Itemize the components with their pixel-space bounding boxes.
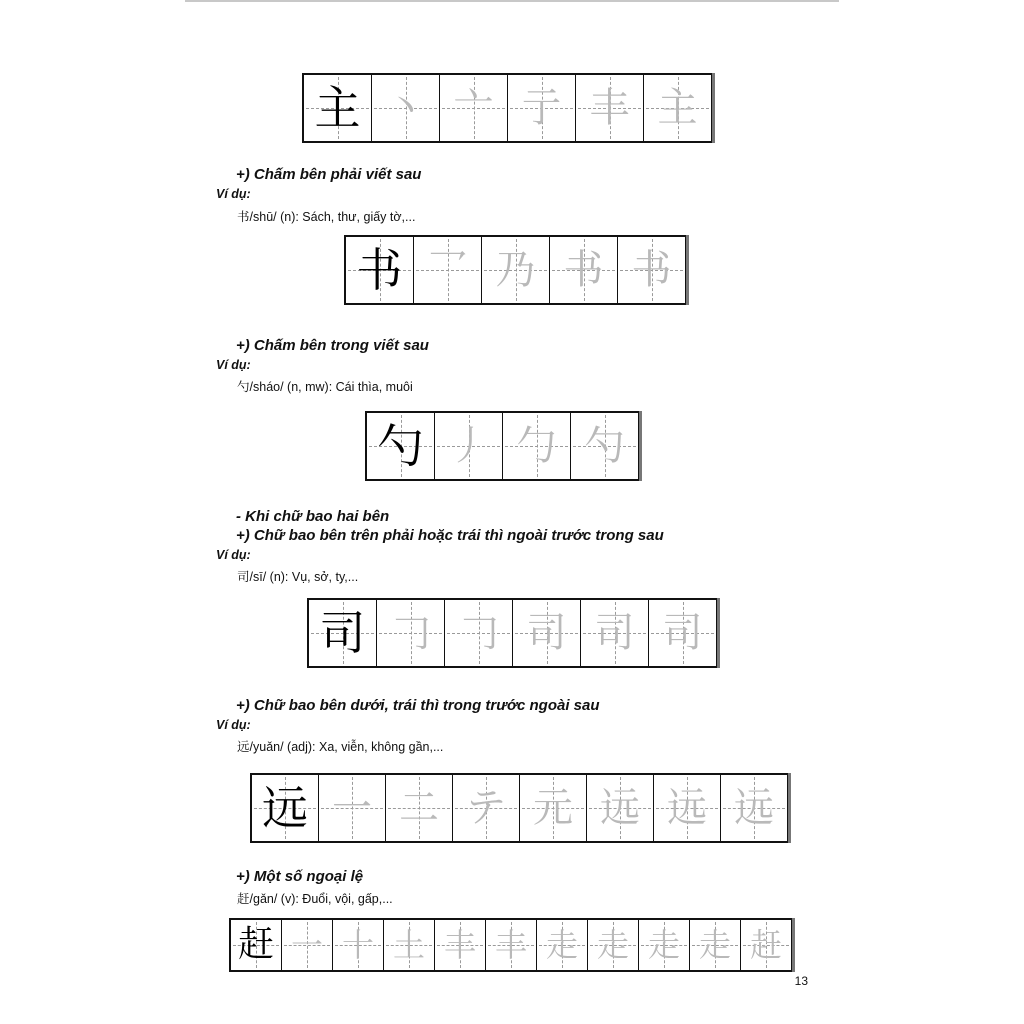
stroke-step-cell bbox=[587, 775, 654, 841]
stroke-step: 土 bbox=[392, 926, 425, 964]
section-heading: +) Chấm bên phải viết sau bbox=[236, 166, 422, 183]
stroke-step: 亍 bbox=[521, 85, 562, 131]
stroke-step-cell bbox=[571, 413, 639, 479]
stroke-order-grid-shao bbox=[365, 411, 639, 481]
page-number: 13 bbox=[794, 974, 808, 988]
stroke-step-cell bbox=[453, 775, 520, 841]
main-char-cell bbox=[309, 600, 377, 666]
stroke-step: 乛 bbox=[427, 247, 468, 293]
stroke-step: 乃 bbox=[495, 247, 536, 293]
stroke-step-cell bbox=[503, 413, 571, 479]
stroke-step: 主 bbox=[657, 85, 698, 131]
stroke-step-cell bbox=[576, 75, 644, 141]
main-char: 书 bbox=[356, 243, 403, 297]
stroke-step: 𠃌 bbox=[390, 610, 431, 656]
stroke-step-cell bbox=[513, 600, 581, 666]
main-char-cell bbox=[346, 237, 414, 303]
stroke-step-cell bbox=[639, 920, 690, 970]
stroke-step: 司 bbox=[594, 610, 635, 656]
gloss-text: /sháo/ (n, mw): Cái thìa, muôi bbox=[249, 380, 413, 394]
stroke-step: 司 bbox=[526, 610, 567, 656]
section-heading: +) Chấm bên trong viết sau bbox=[236, 337, 429, 354]
stroke-step: 二 bbox=[399, 785, 439, 831]
stroke-step-cell bbox=[520, 775, 587, 841]
stroke-step: 书 bbox=[631, 247, 672, 293]
example-label: Ví dụ: bbox=[216, 187, 251, 201]
stroke-step-cell bbox=[377, 600, 445, 666]
stroke-step-cell bbox=[435, 413, 503, 479]
stroke-step-cell bbox=[435, 920, 486, 970]
stroke-step: 丰 bbox=[443, 926, 476, 964]
main-char-cell bbox=[367, 413, 435, 479]
stroke-step: 𠃌 bbox=[458, 610, 499, 656]
stroke-step: 一 bbox=[332, 785, 372, 831]
gloss-text: /sī/ (n): Vụ, sở, ty,... bbox=[249, 570, 359, 584]
section-heading: +) Chữ bao bên dưới, trái thì trong trước ngoài sau bbox=[236, 697, 600, 714]
stroke-step: テ bbox=[466, 785, 506, 831]
stroke-step-cell bbox=[741, 920, 792, 970]
section-heading: +) Một số ngoại lệ bbox=[236, 868, 364, 885]
stroke-step-cell bbox=[588, 920, 639, 970]
stroke-step: 赶 bbox=[749, 926, 782, 964]
stroke-step-cell bbox=[721, 775, 788, 841]
main-char: 远 bbox=[262, 781, 308, 835]
gloss-char: 勺 bbox=[237, 379, 250, 394]
stroke-order-grid-shu bbox=[344, 235, 686, 305]
stroke-step-cell bbox=[644, 75, 712, 141]
stroke-step: 一 bbox=[290, 926, 323, 964]
gloss-text: /gǎn/ (v): Đuổi, vội, gấp,... bbox=[249, 892, 393, 906]
stroke-order-grid-yuan bbox=[250, 773, 788, 843]
stroke-step: 丶 bbox=[385, 85, 426, 131]
example-label: Ví dụ: bbox=[216, 358, 251, 372]
stroke-step-cell bbox=[649, 600, 717, 666]
section-subheading: - Khi chữ bao hai bên bbox=[236, 508, 390, 525]
stroke-step-cell bbox=[618, 237, 686, 303]
stroke-step: 亠 bbox=[453, 85, 494, 131]
stroke-step-cell bbox=[654, 775, 721, 841]
stroke-step-cell bbox=[482, 237, 550, 303]
stroke-step: 勹 bbox=[516, 423, 557, 469]
stroke-step-cell bbox=[550, 237, 618, 303]
stroke-step: 司 bbox=[662, 610, 703, 656]
example-label: Ví dụ: bbox=[216, 548, 251, 562]
stroke-step: 远 bbox=[734, 785, 774, 831]
stroke-step: 远 bbox=[600, 785, 640, 831]
stroke-step-cell bbox=[690, 920, 741, 970]
example-gloss bbox=[237, 207, 415, 225]
stroke-step-cell bbox=[508, 75, 576, 141]
stroke-step-cell bbox=[414, 237, 482, 303]
stroke-step: 走 bbox=[647, 926, 680, 964]
stroke-step-cell bbox=[319, 775, 386, 841]
main-char-cell bbox=[231, 920, 282, 970]
stroke-order-grid-si bbox=[307, 598, 717, 668]
stroke-step: 丿 bbox=[448, 423, 489, 469]
stroke-step-cell bbox=[581, 600, 649, 666]
gloss-char: 赶 bbox=[237, 891, 250, 906]
stroke-step: 走 bbox=[545, 926, 578, 964]
stroke-step-cell bbox=[537, 920, 588, 970]
gloss-char: 司 bbox=[237, 569, 250, 584]
main-char-cell bbox=[304, 75, 372, 141]
stroke-order-grid-zhu bbox=[302, 73, 712, 143]
stroke-step: 十 bbox=[341, 926, 374, 964]
gloss-char: 书 bbox=[237, 209, 250, 224]
example-label: Ví dụ: bbox=[216, 718, 251, 732]
stroke-step: 远 bbox=[667, 785, 707, 831]
section-heading: +) Chữ bao bên trên phải hoặc trái thì ngoài trước trong sau bbox=[236, 527, 664, 544]
stroke-step: 元 bbox=[533, 785, 573, 831]
stroke-step-cell bbox=[440, 75, 508, 141]
example-gloss bbox=[237, 377, 413, 395]
gloss-char: 远 bbox=[237, 739, 250, 754]
stroke-step-cell bbox=[282, 920, 333, 970]
stroke-step-cell bbox=[372, 75, 440, 141]
example-gloss bbox=[237, 889, 393, 907]
stroke-step-cell bbox=[384, 920, 435, 970]
main-char: 赶 bbox=[237, 924, 274, 965]
main-char: 勺 bbox=[377, 419, 424, 473]
stroke-step: 走 bbox=[596, 926, 629, 964]
stroke-step-cell bbox=[386, 775, 453, 841]
stroke-step-cell bbox=[486, 920, 537, 970]
main-char-cell bbox=[252, 775, 319, 841]
stroke-step-cell bbox=[445, 600, 513, 666]
gloss-text: /shū/ (n): Sách, thư, giấy tờ,... bbox=[249, 210, 416, 224]
stroke-step: 丰 bbox=[494, 926, 527, 964]
example-gloss bbox=[237, 737, 443, 755]
example-gloss bbox=[237, 567, 358, 585]
page-top-rule bbox=[185, 0, 839, 2]
stroke-step: 丰 bbox=[589, 85, 630, 131]
stroke-order-grid-gan bbox=[229, 918, 792, 972]
stroke-step-cell bbox=[333, 920, 384, 970]
main-char: 司 bbox=[319, 606, 366, 660]
main-char: 主 bbox=[314, 81, 361, 135]
stroke-step: 书 bbox=[563, 247, 604, 293]
stroke-step: 勺 bbox=[584, 423, 625, 469]
gloss-text: /yuǎn/ (adj): Xa, viễn, không gần,... bbox=[249, 740, 444, 754]
stroke-step: 走 bbox=[698, 926, 731, 964]
